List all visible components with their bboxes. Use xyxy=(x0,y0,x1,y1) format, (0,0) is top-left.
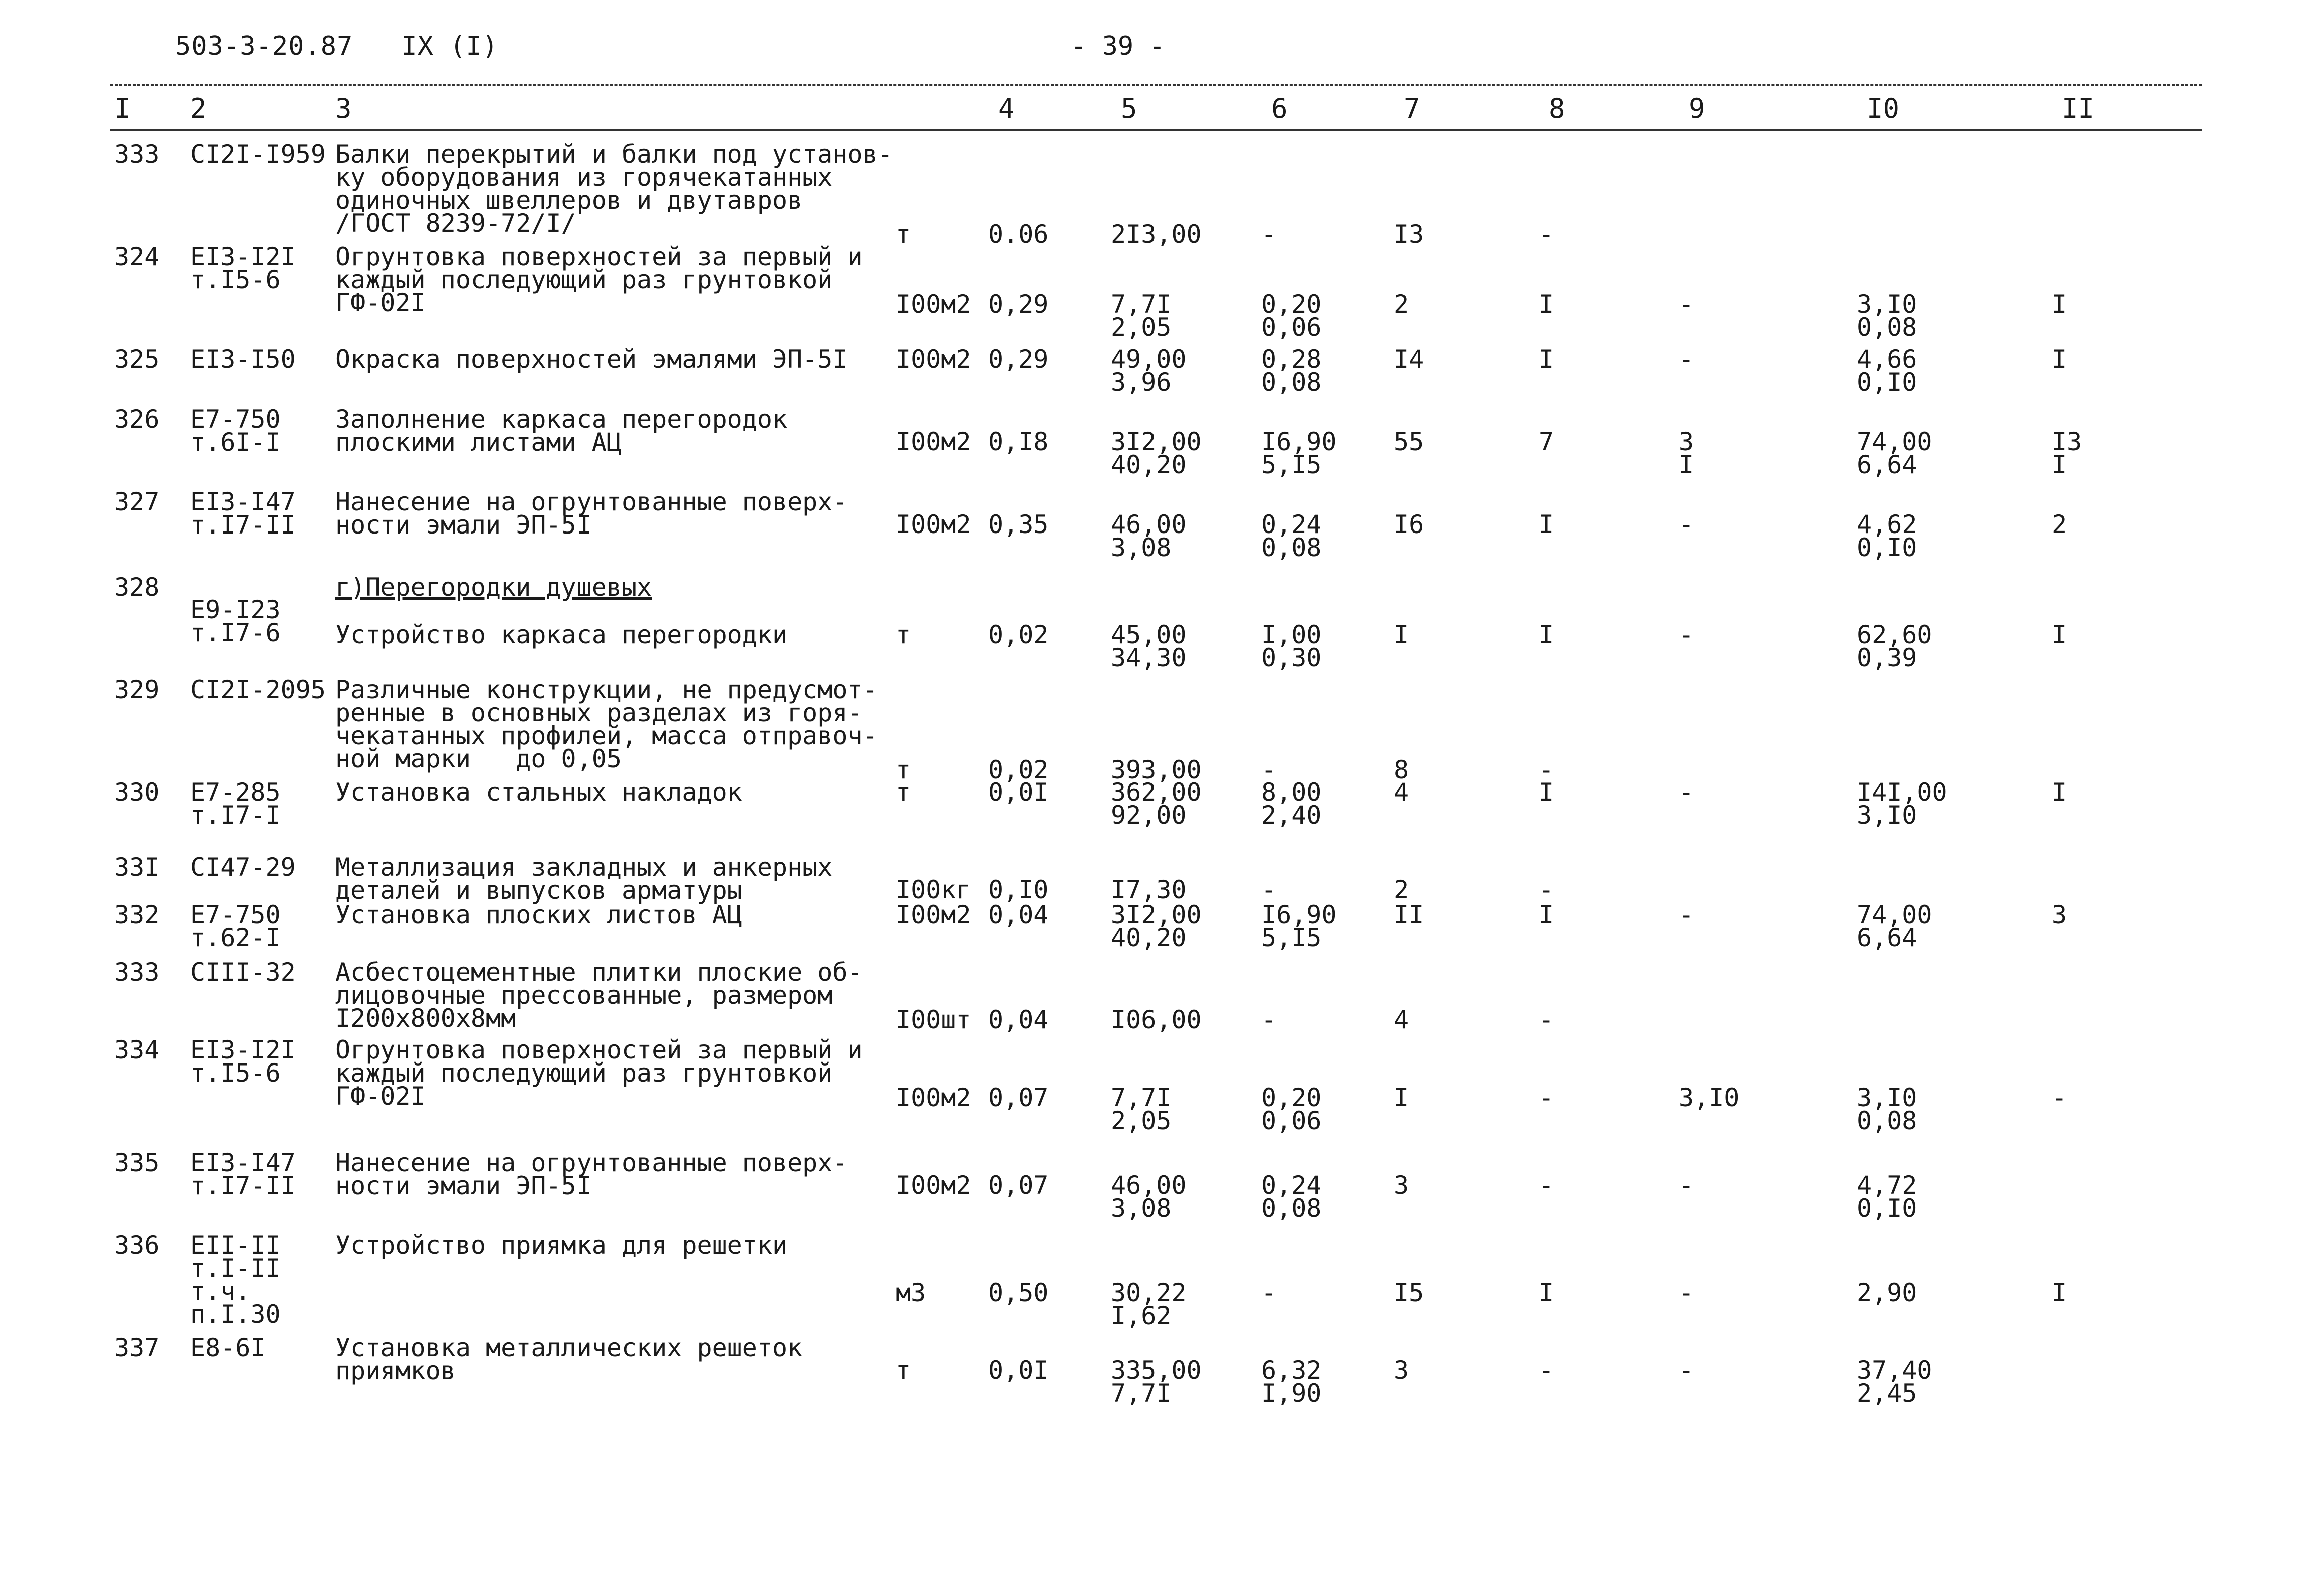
row-number: 333 xyxy=(114,958,160,987)
unit-cost: 393,00 xyxy=(1111,755,1202,784)
norm-code: т.I-II xyxy=(190,1254,281,1283)
unit-cost: 7,7I xyxy=(1111,290,1172,319)
unit-cost: 49,00 xyxy=(1111,345,1187,374)
col-11-value: I xyxy=(2052,345,2067,374)
col-9-value: - xyxy=(1679,290,1694,319)
col-10-value: 0,I0 xyxy=(1857,533,1917,562)
work-description: I200x800x8мм xyxy=(335,1004,516,1033)
col-7-value: 8 xyxy=(1394,755,1409,784)
work-description: Металлизация закладных и анкерных xyxy=(335,853,833,882)
work-description: Нанесение на огрунтованные поверх- xyxy=(335,487,848,516)
work-description: /ГОСТ 8239-72/I/ xyxy=(335,209,577,238)
unit-cost: 2I3,00 xyxy=(1111,220,1202,249)
unit: I00м2 xyxy=(896,427,971,456)
wages: 0,20 xyxy=(1261,1083,1322,1112)
col-10-value: 3,I0 xyxy=(1857,801,1917,830)
unit: I00м2 xyxy=(896,1083,971,1112)
unit-cost: 40,20 xyxy=(1111,450,1187,479)
row-number: 33I xyxy=(114,853,160,882)
wages: 8,00 xyxy=(1261,778,1322,807)
unit-cost: 46,00 xyxy=(1111,1171,1187,1200)
wages: 0,08 xyxy=(1261,1194,1322,1223)
col-8-value: I xyxy=(1539,620,1554,649)
norm-code: EI3-I2I xyxy=(190,242,296,271)
wages: 0,24 xyxy=(1261,510,1322,539)
col-10-value: I4I,00 xyxy=(1857,778,1947,807)
col-10-value: 2,90 xyxy=(1857,1278,1917,1307)
col-7-value: I xyxy=(1394,1083,1409,1112)
unit-cost: I06,00 xyxy=(1111,1005,1202,1034)
col-9-value: 3 xyxy=(1679,427,1694,456)
col-11-value: 3 xyxy=(2052,900,2067,929)
row-number: 337 xyxy=(114,1333,160,1362)
col-11-value: I xyxy=(2052,290,2067,319)
norm-code: EI3-I2I xyxy=(190,1035,296,1065)
col-7-value: 2 xyxy=(1394,875,1409,904)
work-description: ности эмали ЭП-5I xyxy=(335,1171,592,1200)
unit-cost: 3I2,00 xyxy=(1111,900,1202,929)
col-9-value: - xyxy=(1679,1356,1694,1385)
work-description: Различные конструкции, не предусмот- xyxy=(335,675,878,704)
document-code xyxy=(175,31,498,61)
col-10-value: 4,62 xyxy=(1857,510,1917,539)
work-description: Огрунтовка поверхностей за первый и xyxy=(335,242,863,271)
col-11-value: 2 xyxy=(2052,510,2067,539)
norm-code: т.62-I xyxy=(190,923,281,952)
unit-cost: 30,22 xyxy=(1111,1278,1187,1307)
col-7-value: 2 xyxy=(1394,290,1409,319)
col-7-value: 3 xyxy=(1394,1356,1409,1385)
work-description: каждый последующий раз грунтовкой xyxy=(335,1058,833,1088)
unit-cost: 3,08 xyxy=(1111,1194,1172,1223)
unit: т xyxy=(896,755,911,784)
col-7-value: I5 xyxy=(1394,1278,1424,1307)
norm-code: CI2I-2095 xyxy=(190,675,326,704)
work-description: лицовочные прессованные, размером xyxy=(335,981,833,1010)
norm-code: т.I7-I xyxy=(190,801,281,830)
norm-code: т.I5-6 xyxy=(190,265,281,294)
col-11-value: - xyxy=(2052,1083,2067,1112)
col-9-value: - xyxy=(1679,778,1694,807)
work-description: Нанесение на огрунтованные поверх- xyxy=(335,1148,848,1177)
wages: I6,90 xyxy=(1261,427,1337,456)
work-description: Устройство приямка для решетки xyxy=(335,1231,788,1260)
col-10-value: 3,I0 xyxy=(1857,290,1917,319)
unit: I00кг xyxy=(896,875,971,904)
work-description: ГФ-02I xyxy=(335,288,426,317)
row-number: 325 xyxy=(114,345,160,374)
col-8-value: - xyxy=(1539,1005,1554,1034)
col-9-value: I xyxy=(1679,450,1694,479)
quantity: 0,29 xyxy=(988,345,1049,374)
unit-cost: 3,08 xyxy=(1111,533,1172,562)
column-header-3: 3 xyxy=(335,93,352,124)
unit-cost: 34,30 xyxy=(1111,643,1187,672)
unit-cost: 335,00 xyxy=(1111,1356,1202,1385)
norm-code: E7-750 xyxy=(190,405,281,434)
wages: I,00 xyxy=(1261,620,1322,649)
norm-code: E8-6I xyxy=(190,1333,266,1362)
col-7-value: I6 xyxy=(1394,510,1424,539)
wages: - xyxy=(1261,875,1277,904)
col-10-value: 37,40 xyxy=(1857,1356,1932,1385)
unit: I00м2 xyxy=(896,1171,971,1200)
col-7-value: 4 xyxy=(1394,1005,1409,1034)
unit: т xyxy=(896,1356,911,1385)
quantity: 0.06 xyxy=(988,220,1049,249)
col-9-value: - xyxy=(1679,900,1694,929)
work-description: Устройство каркаса перегородки xyxy=(335,620,788,649)
unit: I00шт xyxy=(896,1005,971,1034)
col-10-value: 4,66 xyxy=(1857,345,1917,374)
col-8-value: I xyxy=(1539,290,1554,319)
wages: 5,I5 xyxy=(1261,923,1322,952)
norm-code: CIII-32 xyxy=(190,958,296,987)
col-8-value: I xyxy=(1539,510,1554,539)
col-8-value: I xyxy=(1539,345,1554,374)
col-11-value: I xyxy=(2052,620,2067,649)
wages: - xyxy=(1261,755,1277,784)
col-7-value: II xyxy=(1394,900,1424,929)
unit-cost: 2,05 xyxy=(1111,1106,1172,1135)
page-number: - 39 - xyxy=(1071,31,1165,61)
unit-cost: 45,00 xyxy=(1111,620,1187,649)
wages: 0,08 xyxy=(1261,533,1322,562)
doc-code: 503-3-20.87 xyxy=(175,31,353,61)
unit: м3 xyxy=(896,1278,926,1307)
col-10-value: 0,39 xyxy=(1857,643,1917,672)
work-description: деталей и выпусков арматуры xyxy=(335,876,742,905)
wages: I,90 xyxy=(1261,1379,1322,1408)
wages: 0,28 xyxy=(1261,345,1322,374)
col-9-value: - xyxy=(1679,510,1694,539)
quantity: 0,0I xyxy=(988,1356,1049,1385)
col-7-value: I3 xyxy=(1394,220,1424,249)
column-header-4: 4 xyxy=(998,93,1015,124)
row-number: 333 xyxy=(114,140,160,169)
col-8-value: - xyxy=(1539,1083,1554,1112)
quantity: 0,04 xyxy=(988,1005,1049,1034)
work-description: ной марки до 0,05 xyxy=(335,744,622,773)
col-8-value: I xyxy=(1539,900,1554,929)
quantity: 0,35 xyxy=(988,510,1049,539)
work-description: Установка металлических решеток xyxy=(335,1333,803,1362)
norm-code: EI3-I47 xyxy=(190,487,296,516)
col-9-value: - xyxy=(1679,620,1694,649)
row-number: 334 xyxy=(114,1035,160,1065)
norm-code: т.I5-6 xyxy=(190,1058,281,1088)
wages: 2,40 xyxy=(1261,801,1322,830)
unit-cost: I7,30 xyxy=(1111,875,1187,904)
wages: - xyxy=(1261,1005,1277,1034)
unit-cost: 362,00 xyxy=(1111,778,1202,807)
unit: т xyxy=(896,778,911,807)
work-description: Установка плоских листов АЦ xyxy=(335,900,742,929)
quantity: 0,04 xyxy=(988,900,1049,929)
column-header-9: 9 xyxy=(1689,93,1705,124)
unit-cost: 46,00 xyxy=(1111,510,1187,539)
unit: I00м2 xyxy=(896,900,971,929)
work-description: плоскими листами АЦ xyxy=(335,428,622,457)
quantity: 0,0I xyxy=(988,778,1049,807)
col-10-value: 0,08 xyxy=(1857,1106,1917,1135)
col-10-value: 3,I0 xyxy=(1857,1083,1917,1112)
col-11-value: I xyxy=(2052,778,2067,807)
col-8-value: - xyxy=(1539,875,1554,904)
col-11-value: I xyxy=(2052,1278,2067,1307)
work-description: ренные в основных разделах из горя- xyxy=(335,698,863,727)
norm-code: E7-750 xyxy=(190,900,281,929)
column-header-6: 6 xyxy=(1271,93,1288,124)
wages: - xyxy=(1261,1278,1277,1307)
wages: 0,30 xyxy=(1261,643,1322,672)
unit-cost: 2,05 xyxy=(1111,313,1172,342)
quantity: 0,02 xyxy=(988,620,1049,649)
unit: I00м2 xyxy=(896,345,971,374)
unit-cost: 3,96 xyxy=(1111,368,1172,397)
norm-code: п.I.30 xyxy=(190,1300,281,1329)
quantity: 0,I8 xyxy=(988,427,1049,456)
work-description: Окраска поверхностей эмалями ЭП-5I xyxy=(335,345,848,374)
col-11-value: I xyxy=(2052,450,2067,479)
col-7-value: 55 xyxy=(1394,427,1424,456)
col-11-value: I3 xyxy=(2052,427,2082,456)
quantity: 0,07 xyxy=(988,1171,1049,1200)
work-description: ку оборудования из горячекатанных xyxy=(335,163,833,192)
col-9-value: - xyxy=(1679,1278,1694,1307)
wages: 5,I5 xyxy=(1261,450,1322,479)
unit-cost: I,62 xyxy=(1111,1301,1172,1330)
work-description: ГФ-02I xyxy=(335,1082,426,1111)
work-description: приямков xyxy=(335,1356,456,1385)
col-10-value: 4,72 xyxy=(1857,1171,1917,1200)
album-number: IX (I) xyxy=(401,31,499,61)
unit: т xyxy=(896,220,911,249)
row-number: 329 xyxy=(114,675,160,704)
row-number: 328 xyxy=(114,573,160,602)
col-7-value: 4 xyxy=(1394,778,1409,807)
unit-cost: 7,7I xyxy=(1111,1379,1172,1408)
col-7-value: 3 xyxy=(1394,1171,1409,1200)
norm-code: E7-285 xyxy=(190,778,281,807)
work-description: чекатанных профилей, масса отправоч- xyxy=(335,721,878,750)
column-header-5: 5 xyxy=(1121,93,1137,124)
norm-code: т.I7-6 xyxy=(190,618,281,647)
wages: 0,06 xyxy=(1261,313,1322,342)
wages: 0,24 xyxy=(1261,1171,1322,1200)
wages: - xyxy=(1261,220,1277,249)
col-10-value: 6,64 xyxy=(1857,450,1917,479)
wages: 0,06 xyxy=(1261,1106,1322,1135)
quantity: 0,29 xyxy=(988,290,1049,319)
norm-code: т.I7-II xyxy=(190,510,296,540)
wages: 0,20 xyxy=(1261,290,1322,319)
col-8-value: - xyxy=(1539,220,1554,249)
work-description: Огрунтовка поверхностей за первый и xyxy=(335,1035,863,1065)
work-description: Заполнение каркаса перегородок xyxy=(335,405,788,434)
unit: I00м2 xyxy=(896,510,971,539)
quantity: 0,02 xyxy=(988,755,1049,784)
work-description: ности эмали ЭП-5I xyxy=(335,510,592,540)
row-number: 332 xyxy=(114,900,160,929)
col-10-value: 0,I0 xyxy=(1857,368,1917,397)
norm-code: EII-II xyxy=(190,1231,281,1260)
row-number: 336 xyxy=(114,1231,160,1260)
col-10-value: 0,08 xyxy=(1857,313,1917,342)
unit: I00м2 xyxy=(896,290,971,319)
unit-cost: 40,20 xyxy=(1111,923,1187,952)
col-8-value: - xyxy=(1539,755,1554,784)
col-7-value: I xyxy=(1394,620,1409,649)
header-rule-top xyxy=(110,84,2202,86)
wages: 6,32 xyxy=(1261,1356,1322,1385)
col-8-value: - xyxy=(1539,1171,1554,1200)
quantity: 0,50 xyxy=(988,1278,1049,1307)
norm-code: CI47-29 xyxy=(190,853,296,882)
col-9-value: - xyxy=(1679,1171,1694,1200)
norm-code: CI2I-I959 xyxy=(190,140,326,169)
unit-cost: 7,7I xyxy=(1111,1083,1172,1112)
work-description: одиночных швеллеров и двутавров xyxy=(335,186,803,215)
norm-code: E9-I23 xyxy=(190,595,281,624)
column-header-7: 7 xyxy=(1404,93,1420,124)
row-number: 326 xyxy=(114,405,160,434)
col-10-value: 74,00 xyxy=(1857,900,1932,929)
norm-code: т.ч. xyxy=(190,1277,251,1306)
col-9-value: 3,I0 xyxy=(1679,1083,1740,1112)
column-header-2: 2 xyxy=(190,93,207,124)
work-description: Установка стальных накладок xyxy=(335,778,742,807)
unit-cost: 92,00 xyxy=(1111,801,1187,830)
col-8-value: I xyxy=(1539,1278,1554,1307)
quantity: 0,I0 xyxy=(988,875,1049,904)
norm-code: EI3-I50 xyxy=(190,345,296,374)
col-9-value: - xyxy=(1679,345,1694,374)
row-number: 324 xyxy=(114,242,160,271)
quantity: 0,07 xyxy=(988,1083,1049,1112)
column-header-10: I0 xyxy=(1867,93,1900,124)
unit-cost: 3I2,00 xyxy=(1111,427,1202,456)
col-10-value: 2,45 xyxy=(1857,1379,1917,1408)
work-description: Асбестоцементные плитки плоские об- xyxy=(335,958,863,987)
row-number: 330 xyxy=(114,778,160,807)
wages: I6,90 xyxy=(1261,900,1337,929)
unit: т xyxy=(896,620,911,649)
work-description: Балки перекрытий и балки под установ- xyxy=(335,140,893,169)
col-8-value: I xyxy=(1539,778,1554,807)
col-10-value: 74,00 xyxy=(1857,427,1932,456)
header-rule-bottom xyxy=(110,129,2202,131)
column-header-8: 8 xyxy=(1549,93,1565,124)
col-8-value: 7 xyxy=(1539,427,1554,456)
norm-code: EI3-I47 xyxy=(190,1148,296,1177)
norm-code: т.6I-I xyxy=(190,428,281,457)
row-number: 327 xyxy=(114,487,160,516)
col-10-value: 6,64 xyxy=(1857,923,1917,952)
work-description: каждый последующий раз грунтовкой xyxy=(335,265,833,294)
col-10-value: 0,I0 xyxy=(1857,1194,1917,1223)
col-8-value: - xyxy=(1539,1356,1554,1385)
norm-code: т.I7-II xyxy=(190,1171,296,1200)
col-7-value: I4 xyxy=(1394,345,1424,374)
wages: 0,08 xyxy=(1261,368,1322,397)
section-subtitle: г)Перегородки душевых xyxy=(335,573,652,602)
row-number: 335 xyxy=(114,1148,160,1177)
col-10-value: 62,60 xyxy=(1857,620,1932,649)
column-header-11: II xyxy=(2062,93,2095,124)
column-header-1: I xyxy=(114,93,131,124)
